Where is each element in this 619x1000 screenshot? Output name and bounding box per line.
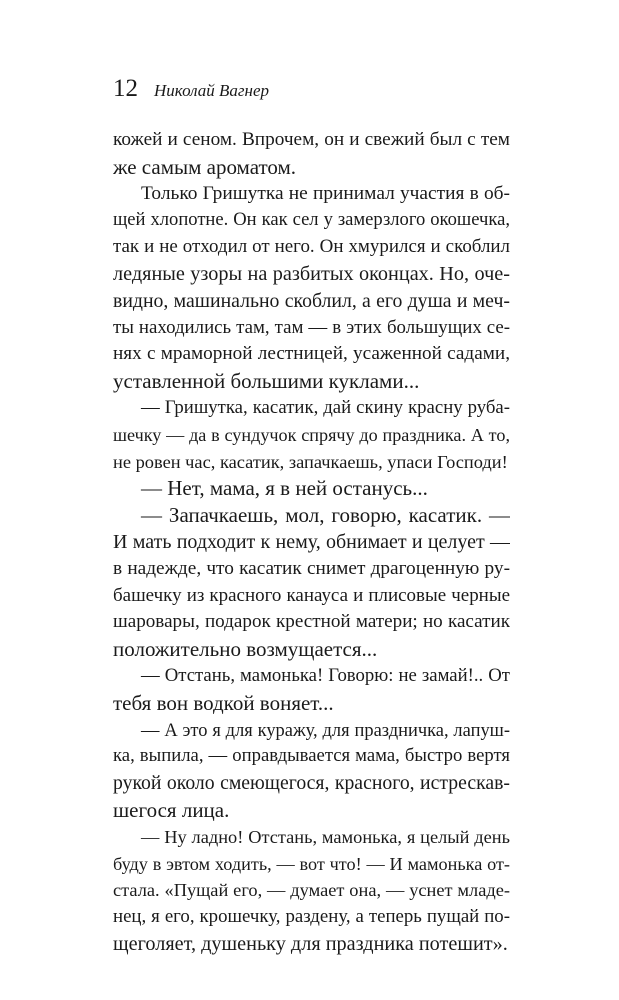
running-head (113, 76, 269, 101)
text-line: так и не отходил от него. Он хмурился и скоблил (113, 236, 510, 258)
text-line: рукой около смеющегося, красного, истрескав- (113, 772, 510, 795)
text-line: — Ну ладно! Отстань, мамонька, я целый день (141, 826, 510, 847)
text-line: шегося лица. (113, 797, 230, 822)
text-line: щеголяет, душеньку для праздника потешит». (113, 932, 508, 955)
text-line: стала. «Пущай его, — думает она, — уснет младе- (113, 880, 510, 901)
text-line: башечку из красного канауса и плисовые черные (113, 584, 510, 606)
text-line: положительно возмущается... (113, 637, 378, 662)
text-line: кожей и сеном. Впрочем, он и свежий был с тем (113, 129, 510, 150)
text-line: — Нет, мама, я в ней останусь... (141, 476, 428, 501)
text-line: ты находились там, там — в этих большущих се- (113, 316, 510, 338)
text-line: — Гришутка, касатик, дай скину красну руба- (141, 396, 510, 418)
text-line: щей хлопотне. Он как сел у замерзлого окошечка, (113, 209, 510, 231)
text-line: не ровен час, касатик, запачкаешь, упаси Господи! (113, 451, 508, 472)
page-number: 12 (113, 75, 138, 102)
running-head-author: Николай Вагнер (154, 81, 270, 100)
text-line: нец, я его, крошечку, раздену, а теперь пущай по- (113, 906, 510, 928)
text-line: тебя вон водкой воняет... (113, 690, 334, 715)
text-line: шечку — да в сундучок спрячу до праздника. А то, (113, 424, 510, 445)
text-line: же самым ароматом. (113, 154, 297, 179)
text-line: ледяные узоры на разбитых оконцах. Но, оче- (113, 262, 510, 285)
text-line: буду в эвтом ходить, — вот что! — И мамонька от- (113, 853, 510, 874)
text-line: ка, выпила, — оправдывается мама, быстро вертя (113, 745, 510, 767)
text-line: шаровары, подарок крестной матери; но касатик (113, 611, 510, 633)
text-line: — А это я для куражу, для праздничка, лапуш- (141, 719, 510, 740)
text-line: — Отстань, мамонька! Говорю: не замай!.. От (141, 664, 510, 686)
body-text (113, 127, 510, 958)
text-line: Только Гришутка не принимал участия в об- (141, 182, 510, 204)
text-line: И мать подходит к нему, обнимает и целует — (113, 530, 510, 553)
text-line: в надежде, что касатик снимет драгоценную ру- (113, 557, 510, 579)
text-line: нях с мраморной лестницей, усаженной садами, (113, 343, 510, 365)
text-line: — Запачкаешь, мол, говорю, касатик. — (141, 503, 510, 528)
text-line: видно, машинально скоблил, а его душа и меч- (113, 289, 510, 312)
text-line: уставленной большими куклами... (113, 369, 420, 394)
